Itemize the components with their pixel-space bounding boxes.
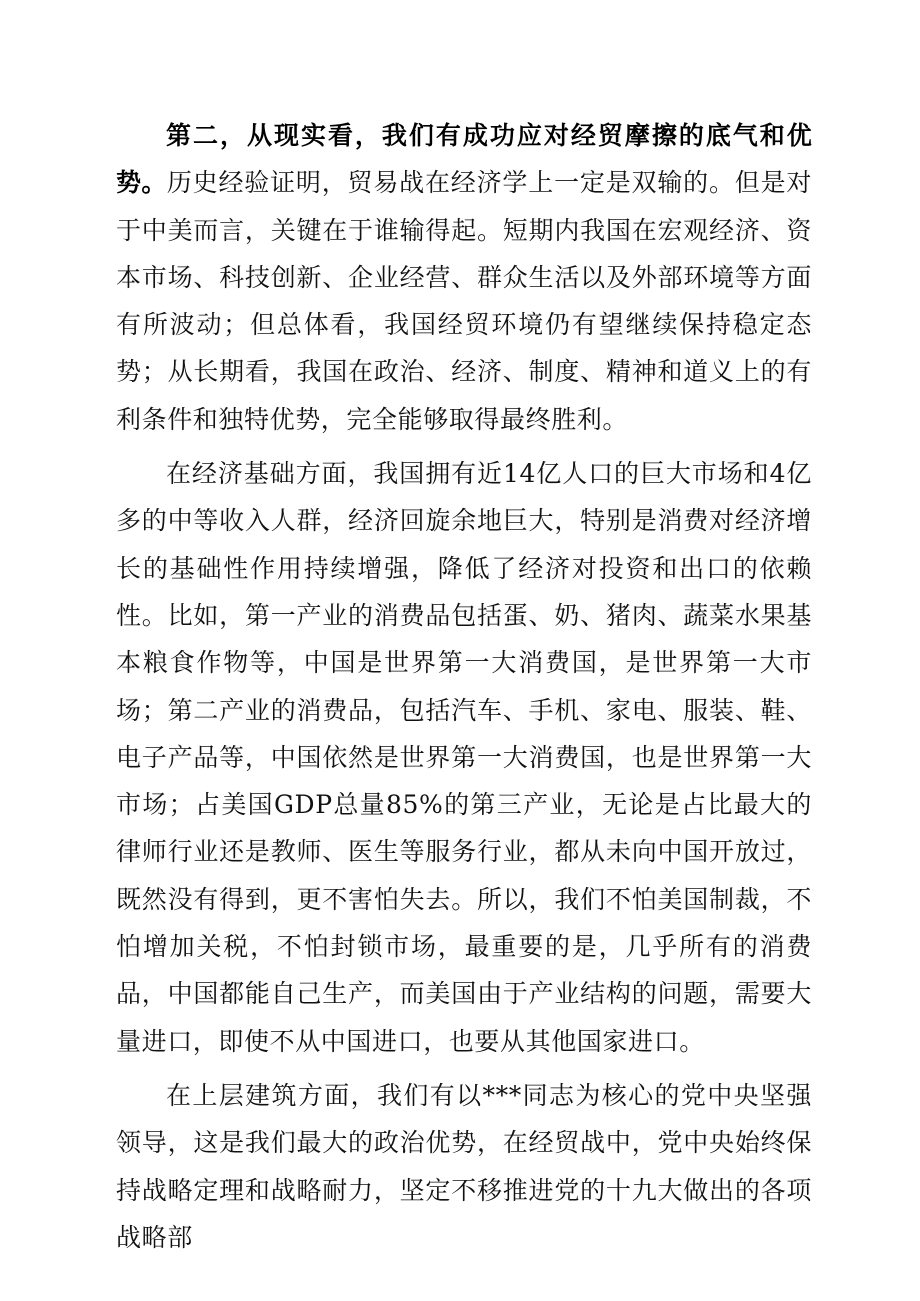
paragraph-3 [116, 1072, 812, 1261]
paragraph-lead: 第二，从现实看，我们有成功应对经贸摩擦的底气和优势。 [116, 121, 812, 198]
paragraph-text: 在经济基础方面，我国拥有近14亿人口的巨大市场和4亿多的中等收入人群，经济回旋余地巨大，特别是消费对经济增长的基础性作用持续增强，降低了经济对投资和出口的依赖性。比如，第一产业的消费品包括蛋、奶、猪肉、蔬菜水果基本粮食作物等，中国是世界第一大消费国，是世界第一大市场；第二产业的消费品，包括汽车、手机、家电、服装、鞋、电子产品等，中国依然是世界第一大消费国，也是世界第一大市场；占美国GDP总量85%的第三产业，无论是占比最大的律师行业还是教师、医生等服务行业，都从未向中国开放过，既然没有得到，更不害怕失去。所以，我们不怕美国制裁，不怕增加关税，不怕封锁市场，最重要的是，几乎所有的消费品，中国都能自己生产，而美国由于产业结构的问题，需要大量进口，即使不从中国进口，也要从其他国家进口。 [116, 459, 812, 1056]
paragraph-2 [116, 450, 812, 1065]
paragraph-text: 历史经验证明，贸易战在经济学上一定是双输的。但是对于中美而言，关键在于谁输得起。短期内我国在宏观经济、资本市场、科技创新、企业经营、群众生活以及外部环境等方面有所波动；但总体看，我国经贸环境仍有望继续保持稳定态势；从长期看，我国在政治、经济、制度、精神和道义上的有利条件和独特优势，完全能够取得最终胜利。 [116, 168, 812, 434]
document-body [116, 112, 812, 1268]
paragraph-text: 在上层建筑方面，我们有以***同志为核心的党中央坚强领导，这是我们最大的政治优势，在经贸战中，党中央始终保持战略定理和战略耐力，坚定不移推进党的十九大做出的各项战略部 [116, 1080, 812, 1252]
paragraph-1 [116, 112, 812, 443]
